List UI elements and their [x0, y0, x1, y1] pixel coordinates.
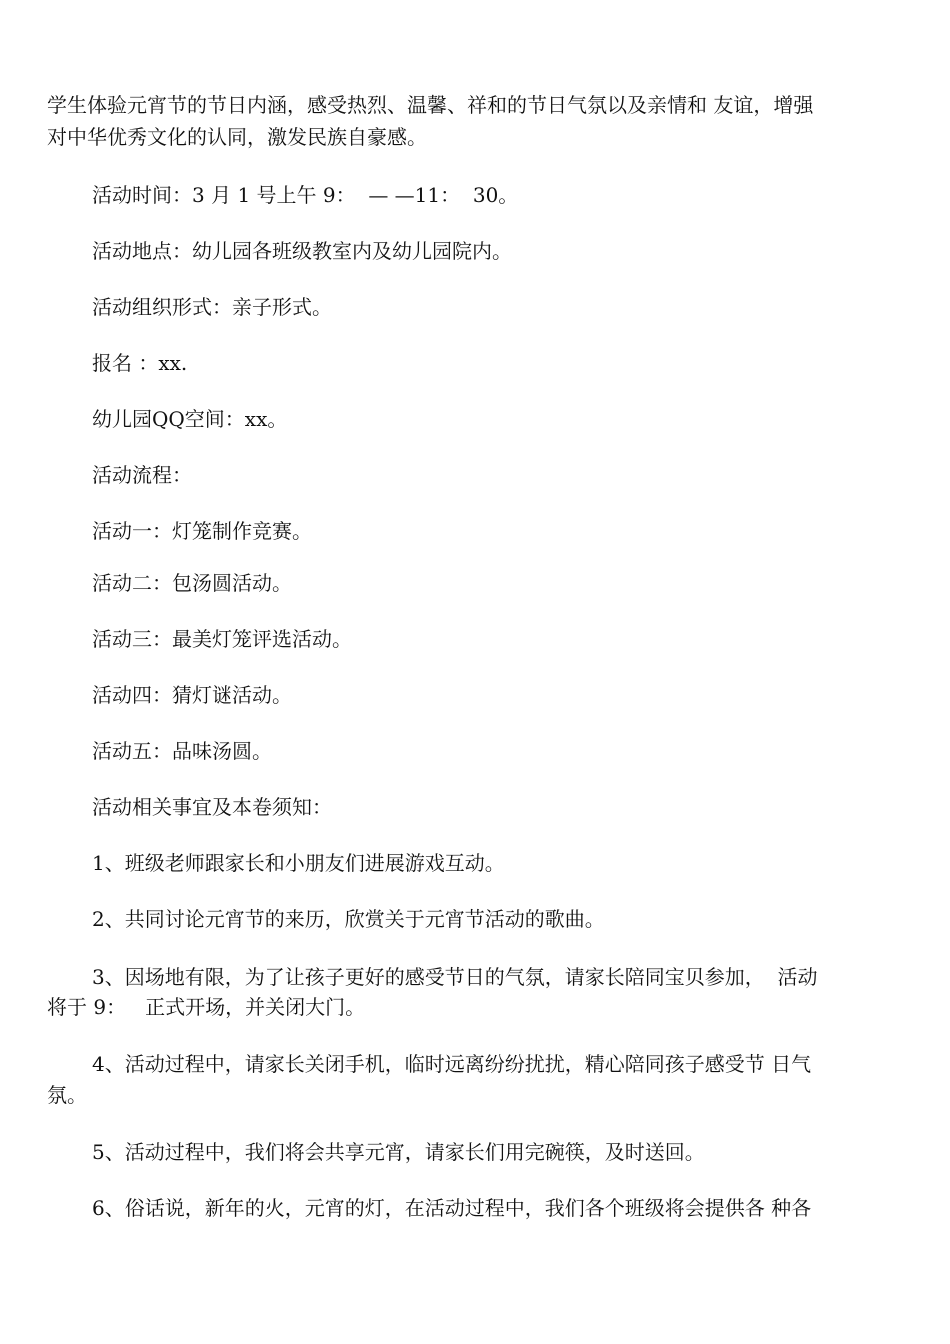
notice-item-4-line-1: 4、活动过程中，请家长关闭手机，临时远离纷纷扰扰，精心陪同孩子感受节 日气 [92, 1052, 812, 1076]
intro-line-2: 对中华优秀文化的认同，激发民族自豪感。 [47, 125, 427, 149]
activity-time: 活动时间：3 月 1 号上午 9： — —11： 30。 [92, 183, 519, 207]
activity-form: 活动组织形式：亲子形式。 [92, 295, 332, 319]
activity-item: 活动一：灯笼制作竞赛。 [92, 519, 312, 543]
notice-title: 活动相关事宜及本卷须知： [92, 795, 332, 819]
notice-item-4-line-2: 氛。 [47, 1083, 87, 1107]
activity-item: 活动二：包汤圆活动。 [92, 571, 292, 595]
activity-item: 活动五：品味汤圆。 [92, 739, 272, 763]
activity-place: 活动地点：幼儿园各班级教室内及幼儿园院内。 [92, 239, 512, 263]
notice-item-2: 2、共同讨论元宵节的来历，欣赏关于元宵节活动的歌曲。 [92, 907, 605, 931]
notice-item-6-line-1: 6、俗话说，新年的火，元宵的灯，在活动过程中，我们各个班级将会提供各 种各 [92, 1196, 812, 1220]
notice-item-5: 5、活动过程中，我们将会共享元宵，请家长们用完碗筷，及时送回。 [92, 1140, 705, 1164]
notice-item-3-line-1: 3、因场地有限，为了让孩子更好的感受节日的气氛，请家长陪同宝贝参加， 活动 [92, 965, 818, 989]
notice-item-3-line-2: 将于 9： 正式开场，并关闭大门。 [47, 995, 366, 1019]
notice-item-1: 1、班级老师跟家长和小朋友们进展游戏互动。 [92, 851, 505, 875]
signup-line: 报名 ：xx. [92, 351, 188, 375]
activity-item: 活动四：猜灯谜活动。 [92, 683, 292, 707]
intro-line-1: 学生体验元宵节的节日内涵，感受热烈、温馨、祥和的节日气氛以及亲情和 友谊，增强 [47, 93, 814, 117]
activity-item: 活动三：最美灯笼评选活动。 [92, 627, 352, 651]
process-title: 活动流程： [92, 463, 192, 487]
qq-space-line: 幼儿园QQ空间：xx。 [92, 407, 288, 431]
